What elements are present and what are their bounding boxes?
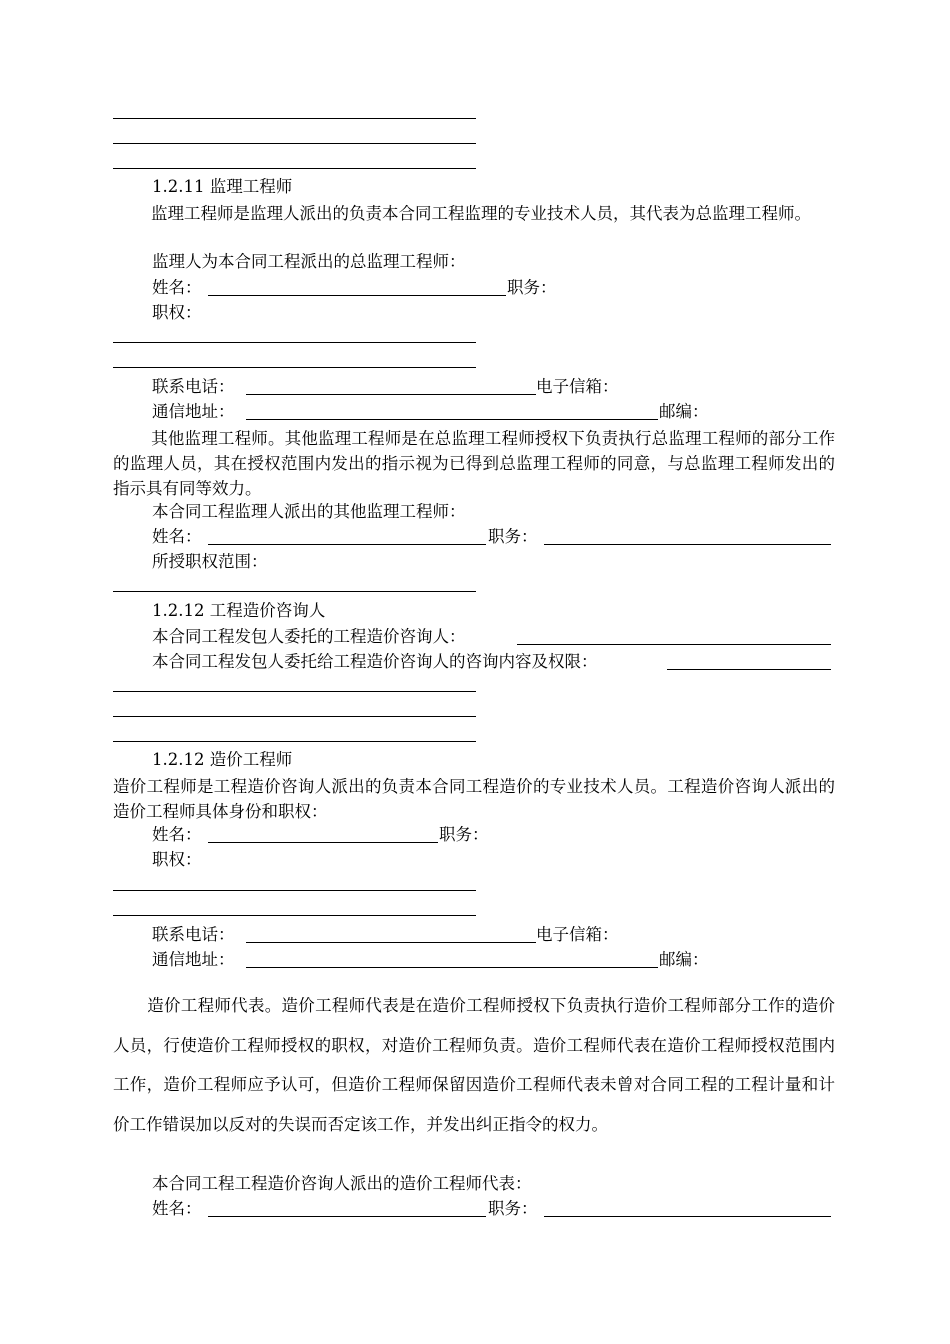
- chief-name-field[interactable]: [208, 295, 506, 296]
- scope-label: 所授职权范围：: [152, 552, 268, 571]
- engineer-name-label: 姓名：: [152, 825, 202, 844]
- chief-authority-label: 职权：: [152, 303, 202, 322]
- representative-name-field[interactable]: [208, 1216, 486, 1217]
- chief-phone-field[interactable]: [246, 394, 536, 395]
- engineer-email-label: 电子信箱：: [536, 925, 619, 944]
- cost-engineer-definition: 造价工程师是工程造价咨询人派出的负责本合同工程造价的专业技术人员。工程造价咨询人派出的造价工程师具体身份和职权：: [113, 777, 835, 821]
- engineer-representative-paragraph: 造价工程师代表。造价工程师代表是在造价工程师授权下负责执行造价工程师部分工作的造价人员，行使造价工程师授权的职权，对造价工程师负责。造价工程师代表在造价工程师授权范围内工作，造价工程师应予认可，但造价工程师保留因造价工程师代表未曾对合同工程的工程计量和计价工作错误加以反对的失误而否定该工作，并发出纠正指令的权力。: [113, 996, 835, 1134]
- consultant-label: 本合同工程发包人委托的工程造价咨询人：: [152, 627, 466, 646]
- other-name-field[interactable]: [208, 544, 486, 545]
- consult-content-field[interactable]: [667, 669, 831, 670]
- consult-content-field[interactable]: [113, 691, 476, 692]
- chief-address-field[interactable]: [246, 419, 658, 420]
- fill-blank[interactable]: [113, 143, 476, 144]
- section-heading-1-2-12-engineer: 1.2.12 造价工程师: [152, 750, 293, 769]
- chief-supervisor-intro: 监理人为本合同工程派出的总监理工程师：: [152, 252, 466, 271]
- representative-position-field[interactable]: [544, 1216, 831, 1217]
- engineer-postcode-label: 邮编：: [659, 950, 709, 969]
- consultant-field[interactable]: [517, 644, 831, 645]
- chief-name-label: 姓名：: [152, 278, 202, 297]
- consult-content-field[interactable]: [113, 716, 476, 717]
- section-heading-1-2-11: 1.2.11 监理工程师: [152, 177, 293, 196]
- engineer-authority-label: 职权：: [152, 850, 202, 869]
- engineer-name-field[interactable]: [208, 842, 438, 843]
- engineer-phone-label: 联系电话：: [152, 925, 235, 944]
- chief-postcode-label: 邮编：: [659, 402, 709, 421]
- engineer-authority-field[interactable]: [113, 890, 476, 891]
- engineer-address-label: 通信地址：: [152, 950, 235, 969]
- chief-authority-field[interactable]: [113, 367, 476, 368]
- representative-position-label: 职务：: [488, 1199, 538, 1218]
- consult-content-field[interactable]: [113, 741, 476, 742]
- other-position-label: 职务：: [488, 527, 538, 546]
- other-position-field[interactable]: [544, 544, 831, 545]
- consult-content-label: 本合同工程发包人委托给工程造价咨询人的咨询内容及权限：: [152, 652, 598, 671]
- fill-blank[interactable]: [113, 168, 476, 169]
- engineer-authority-field[interactable]: [113, 915, 476, 916]
- chief-position-label: 职务：: [507, 278, 557, 297]
- engineer-phone-field[interactable]: [246, 942, 536, 943]
- supervisor-definition: 监理工程师是监理人派出的负责本合同工程监理的专业技术人员，其代表为总监理工程师。: [151, 204, 811, 223]
- chief-phone-label: 联系电话：: [152, 377, 235, 396]
- representative-name-label: 姓名：: [152, 1199, 202, 1218]
- section-heading-1-2-12-consultant: 1.2.12 工程造价咨询人: [152, 601, 326, 620]
- chief-authority-field[interactable]: [113, 342, 476, 343]
- representative-intro: 本合同工程工程造价咨询人派出的造价工程师代表：: [152, 1174, 532, 1193]
- chief-address-label: 通信地址：: [152, 402, 235, 421]
- scope-field[interactable]: [113, 591, 476, 592]
- chief-email-label: 电子信箱：: [536, 377, 619, 396]
- other-name-label: 姓名：: [152, 527, 202, 546]
- other-supervisor-paragraph: 其他监理工程师。其他监理工程师是在总监理工程师授权下负责执行总监理工程师的部分工作的监理人员，其在授权范围内发出的指示视为已得到总监理工程师的同意，与总监理工程师发出的指示具有同等效力。: [113, 429, 835, 498]
- engineer-address-field[interactable]: [246, 967, 658, 968]
- engineer-position-label: 职务：: [439, 825, 489, 844]
- other-supervisor-intro: 本合同工程监理人派出的其他监理工程师：: [152, 502, 466, 521]
- fill-blank[interactable]: [113, 118, 476, 119]
